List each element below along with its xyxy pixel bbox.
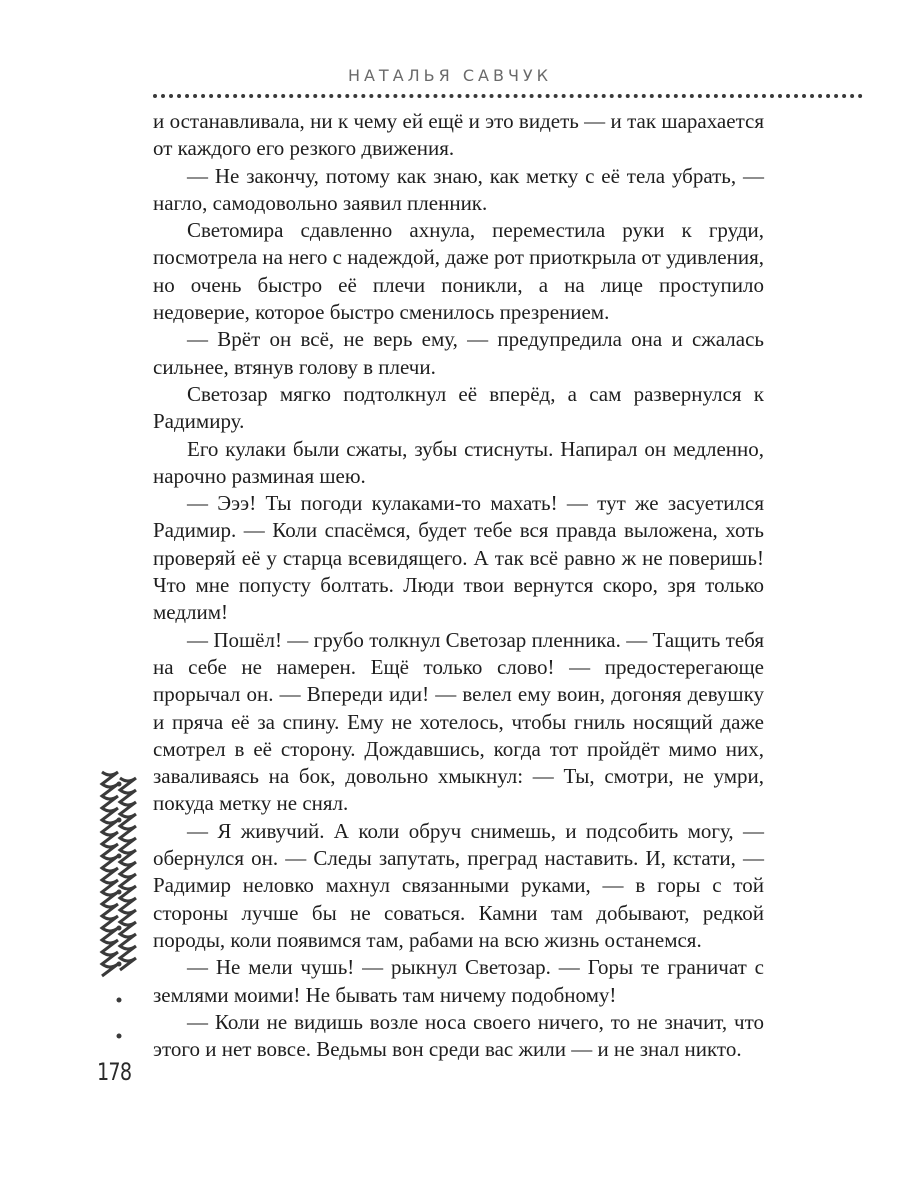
paragraph: — Врёт он всё, не верь ему, — предупредила она и сжалась сильнее, втянув голову в плечи. <box>153 327 764 379</box>
header-rule <box>153 94 863 98</box>
paragraph: — Не закончу, потому как знаю, как метку с её тела убрать, — нагло, самодовольно заявил пленник. <box>153 163 764 215</box>
paragraph: — Я живучий. А коли обруч снимешь, и подсобить могу, — обернулся он. — Следы запутать, преград наставить. И, кстати, — Радимир неловко махнул связанными руками, — в горы с той стороны лучше бы не соваться. Камни там добывают, редкой породы, коли появимся там, рабами на всю жизнь останемся. <box>153 818 764 952</box>
page-number: 178 <box>97 1058 132 1086</box>
running-head: НАТАЛЬЯ САВЧУК <box>347 66 553 85</box>
paragraph: и останавливала, ни к чему ей ещё и это видеть — и так шарахается от каждого его резкого движения. <box>153 109 764 161</box>
paragraph: — Эээ! Ты погоди кулаками-то махать! — тут же засуетился Радимир. — Коли спасёмся, будет тебе вся правда выложена, хоть проверяй её у старца всевидящего. А так всё равно ж не поверишь! Что мне попусту болтать. Люди твои вернутся скоро, зря только медлим! <box>153 491 764 625</box>
paragraph: — Не мели чушь! — рыкнул Светозар. — Горы те граничат с землями моими! Не бывать там ничему подобному! <box>153 955 764 1007</box>
paragraph: — Пошёл! — грубо толкнул Светозар пленника. — Тащить тебя на себе не намерен. Ещё только слово! — предостерегающе прорычал он. — Впереди иди! — велел ему воин, догоняя девушку и пряча её за спину. Ему не хотелось, чтобы гниль носящий даже смотрел в её сторону. Дождавшись, когда тот пройдёт мимо них, заваливаясь на бок, довольно хмыкнул: — Ты, смотри, не умри, покуда метку не снял. <box>153 627 764 816</box>
paragraph: Светомира сдавленно ахнула, переместила руки к груди, посмотрела на него с надеждой, даже рот приоткрыла от удивления, но очень быстро её плечи поникли, а на лице проступило недоверие, которое быстро сменилось презрением. <box>153 218 764 325</box>
paragraph: Светозар мягко подтолкнул её вперёд, а сам развернулся к Радимиру. <box>153 381 764 434</box>
knot-border-icon <box>96 768 142 1056</box>
body-text <box>153 108 764 1063</box>
paragraph: Его кулаки были сжаты, зубы стиснуты. Напирал он медленно, нарочно разминая шею. <box>153 436 764 488</box>
paragraph: — Коли не видишь возле носа своего ничего, то не значит, что этого и нет вовсе. Ведьмы вон среди вас жили — и не знал никто. <box>153 1009 764 1062</box>
